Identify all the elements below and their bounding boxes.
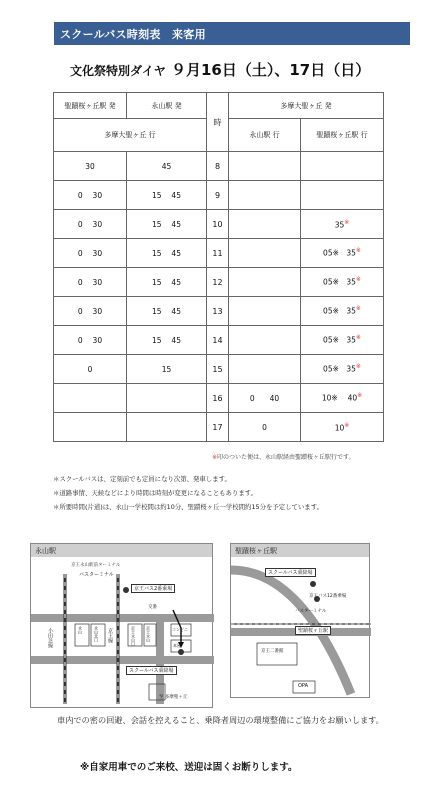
- note-item: ＊道路事情、天候などにより時間は時刻が変更になることもあります。: [53, 489, 257, 497]
- map-left-nagayama: 永山: [78, 626, 83, 634]
- cell-hour-text: 17: [212, 422, 223, 432]
- map-right-opa: OPA: [298, 683, 309, 689]
- cell-to-nagayama-text: 0: [262, 422, 267, 432]
- map-left-kimura: 本屋: [173, 643, 181, 648]
- timetable-row: [54, 326, 384, 355]
- map-right-school-stop: スクールバス乗降場: [265, 568, 316, 577]
- cell-nagayama-dep: [127, 326, 207, 355]
- cell-hour-text: 14: [212, 335, 223, 345]
- cell-seiseki-dep-text: 0 30: [77, 248, 103, 258]
- cell-nagayama-dep: [127, 268, 207, 297]
- via-nagayama-mark: ※: [344, 421, 350, 429]
- cell-to-seiseki: [301, 181, 384, 210]
- cell-seiseki-dep: [54, 413, 127, 442]
- map-right-station: 聖蹟桜ヶ丘駅: [295, 626, 331, 635]
- cell-seiseki-dep-text: 0 30: [77, 219, 103, 229]
- cell-hour: [207, 239, 229, 268]
- cell-to-seiseki: [301, 268, 384, 297]
- col-header-seiseki: 聖蹟桜ヶ丘駅 発: [54, 93, 127, 119]
- cell-hour: [207, 268, 229, 297]
- col-header-nagayama: 永山駅 発: [127, 93, 207, 119]
- cell-hour: [207, 210, 229, 239]
- subtitle: [70, 59, 410, 80]
- cell-to-nagayama: [229, 181, 301, 210]
- cell-to-nagayama: [229, 268, 301, 297]
- cell-to-nagayama: [229, 297, 301, 326]
- header-bar: [54, 22, 410, 45]
- cell-to-seiseki: [301, 384, 384, 413]
- map-left-bus-terminal: バスターミナル: [79, 572, 114, 578]
- cell-to-seiseki: [301, 326, 384, 355]
- note-item: ＊所要時間(片道)は、永山一学校間は約10分、聖蹟桜ヶ丘一学校間約15分を予定しています。: [53, 503, 323, 511]
- cell-seiseki-dep: [54, 210, 127, 239]
- cell-nagayama-dep: [127, 239, 207, 268]
- cell-seiseki-dep: [54, 152, 127, 181]
- cell-nagayama-dep-text: 15 45: [152, 190, 181, 200]
- notes: [53, 472, 413, 514]
- cell-hour-text: 9: [214, 190, 221, 200]
- map-left-bus-stop2: 京王バス2番乗場: [131, 584, 175, 593]
- cell-seiseki-dep-text: 30: [85, 161, 95, 171]
- cell-nagayama-dep-text: 15 45: [152, 306, 181, 316]
- cell-nagayama-dep: [127, 210, 207, 239]
- no-car-notice: ※自家用車でのご来校、送迎は固くお断りします。: [80, 762, 298, 773]
- timetable: [53, 92, 384, 442]
- subtitle-left: 文化祭特別ダイヤ: [70, 64, 166, 78]
- map-label-seiseki: 聖蹟桜ヶ丘駅: [231, 544, 369, 557]
- cell-seiseki-dep-text: 0 30: [77, 277, 103, 287]
- page-title: スクールバス時刻表 来客用: [60, 28, 206, 41]
- timetable-row: [54, 297, 384, 326]
- map-right-bus-stop12: 京王バス12番乗場: [309, 594, 347, 599]
- via-nagayama-mark: ※: [355, 276, 361, 284]
- cell-hour: [207, 355, 229, 384]
- cell-to-seiseki: [301, 297, 384, 326]
- cell-to-nagayama: [229, 384, 301, 413]
- cell-to-seiseki-text: 05※ 35: [323, 364, 356, 374]
- cell-to-nagayama: [229, 152, 301, 181]
- cell-hour-text: 13: [212, 306, 223, 316]
- cell-to-seiseki-text: 05※ 35: [323, 248, 356, 258]
- via-nagayama-mark: ※: [355, 247, 361, 255]
- cell-nagayama-dep-text: 15 45: [152, 219, 181, 229]
- map-right-keio-shop: 京王二番館: [261, 649, 284, 654]
- cell-nagayama-dep-text: 45: [161, 161, 172, 171]
- cell-seiseki-dep: [54, 297, 127, 326]
- timetable-row: [54, 239, 384, 268]
- cell-hour: [207, 326, 229, 355]
- timetable-row: [54, 152, 384, 181]
- col-header-to-nagayama: 永山駅 行: [229, 119, 301, 152]
- map-label-nagayama: 永山駅: [31, 544, 212, 557]
- cell-hour: [207, 181, 229, 210]
- map-left-keio-shop: 京王永山: [146, 626, 151, 642]
- via-nagayama-mark: ※: [355, 305, 361, 313]
- cell-seiseki-dep: [54, 326, 127, 355]
- cell-to-nagayama-text: 0 40: [249, 393, 280, 403]
- cell-nagayama-dep: [127, 384, 207, 413]
- map-left-kitaguchi: 永山北口: [94, 626, 99, 642]
- cell-nagayama-dep: [127, 152, 207, 181]
- cell-to-seiseki-text: 05※ 35: [323, 277, 356, 287]
- cell-nagayama-dep-text: 15: [161, 364, 172, 374]
- cell-hour-text: 11: [212, 248, 223, 258]
- cell-hour-text: 12: [212, 277, 223, 287]
- cell-to-nagayama: [229, 326, 301, 355]
- timetable-row: [54, 181, 384, 210]
- map-left-kameya: 京王永山口: [131, 626, 136, 646]
- map-left-konbini: コンビニ: [172, 627, 188, 632]
- cell-to-seiseki: [301, 152, 384, 181]
- cell-hour-text: 8: [214, 161, 221, 171]
- cell-to-seiseki: [301, 239, 384, 268]
- cell-hour-text: 15: [212, 364, 223, 374]
- cell-to-seiseki-text: 10: [334, 423, 345, 433]
- map-left-info-center: 京王永山駅前ターミナル: [71, 563, 121, 568]
- subtitle-right: ９月16日（土）、17日（日）: [171, 61, 371, 79]
- via-nagayama-mark: ※: [355, 363, 361, 371]
- footnote-text: 印のついた便は、永山駅経由聖蹟桜ヶ丘駅行です。: [217, 454, 355, 461]
- cell-hour: [207, 384, 229, 413]
- cell-seiseki-dep: [54, 268, 127, 297]
- map-left-keio: 京王線: [107, 628, 113, 643]
- cell-nagayama-dep-text: 15 45: [152, 335, 181, 345]
- cell-seiseki-dep-text: 0 30: [77, 190, 103, 200]
- timetable-row: [54, 355, 384, 384]
- cell-to-nagayama: [229, 239, 301, 268]
- timetable-row: [54, 268, 384, 297]
- map-right-bus-terminal: バスターミナル: [295, 609, 327, 614]
- via-nagayama-mark: ※: [344, 218, 350, 226]
- footnote-star: ※: [212, 454, 218, 461]
- map-left-odakyu: 小田急線: [47, 628, 53, 648]
- col-header-to-seiseki: 聖蹟桜ヶ丘駅 行: [301, 119, 384, 152]
- map-seiseki: [230, 543, 370, 698]
- cell-hour: [207, 413, 229, 442]
- map-left-south: 至 多摩聖ヶ丘: [159, 695, 188, 700]
- cell-to-seiseki: [301, 413, 384, 442]
- map-nagayama: [30, 543, 213, 708]
- cell-seiseki-dep-text: 0 30: [77, 335, 103, 345]
- note-item: ＊スクールバスは、定刻前でも定員になり次第、発車します。: [53, 475, 231, 483]
- cell-seiseki-dep: [54, 239, 127, 268]
- cell-seiseki-dep-text: 0 30: [77, 306, 103, 316]
- map-left-school-stop: スクールバス乗降場: [126, 666, 177, 675]
- cell-to-seiseki: [301, 355, 384, 384]
- cell-to-seiseki-text: 10※ 40: [321, 393, 358, 403]
- cell-seiseki-dep-text: 0: [87, 364, 93, 374]
- timetable-row: [54, 210, 384, 239]
- col-header-hour: 時: [207, 93, 229, 152]
- cooperation-note: 車内での密の回避、会話を控えること、乗降者周辺の環境整備にご協力をお願いします。: [57, 715, 384, 725]
- cell-to-nagayama: [229, 413, 301, 442]
- col-header-to-tama: 多摩大聖ヶ丘 行: [54, 119, 207, 152]
- timetable-row: [54, 384, 384, 413]
- cell-to-seiseki-text: 05※ 35: [323, 335, 356, 345]
- cell-seiseki-dep: [54, 384, 127, 413]
- cell-to-seiseki-text: 35: [334, 220, 345, 230]
- cell-nagayama-dep: [127, 297, 207, 326]
- cell-to-nagayama: [229, 210, 301, 239]
- cell-seiseki-dep: [54, 355, 127, 384]
- cell-hour-text: 16: [212, 393, 223, 403]
- footnote: [212, 452, 355, 461]
- cell-nagayama-dep-text: 15 45: [152, 277, 181, 287]
- cell-seiseki-dep: [54, 181, 127, 210]
- cell-to-seiseki-text: 05※ 35: [323, 306, 356, 316]
- cell-nagayama-dep: [127, 355, 207, 384]
- cell-hour-text: 10: [212, 219, 223, 229]
- cell-to-seiseki: [301, 210, 384, 239]
- via-nagayama-mark: ※: [357, 392, 363, 400]
- cell-to-nagayama: [229, 355, 301, 384]
- map-left-kou: 交番: [148, 605, 157, 610]
- cell-nagayama-dep-text: 15 45: [152, 248, 181, 258]
- cell-nagayama-dep: [127, 181, 207, 210]
- cell-hour: [207, 152, 229, 181]
- cell-nagayama-dep: [127, 413, 207, 442]
- via-nagayama-mark: ※: [355, 334, 361, 342]
- timetable-row: [54, 413, 384, 442]
- cell-hour: [207, 297, 229, 326]
- col-header-tama: 多摩大聖ヶ丘 発: [229, 93, 384, 119]
